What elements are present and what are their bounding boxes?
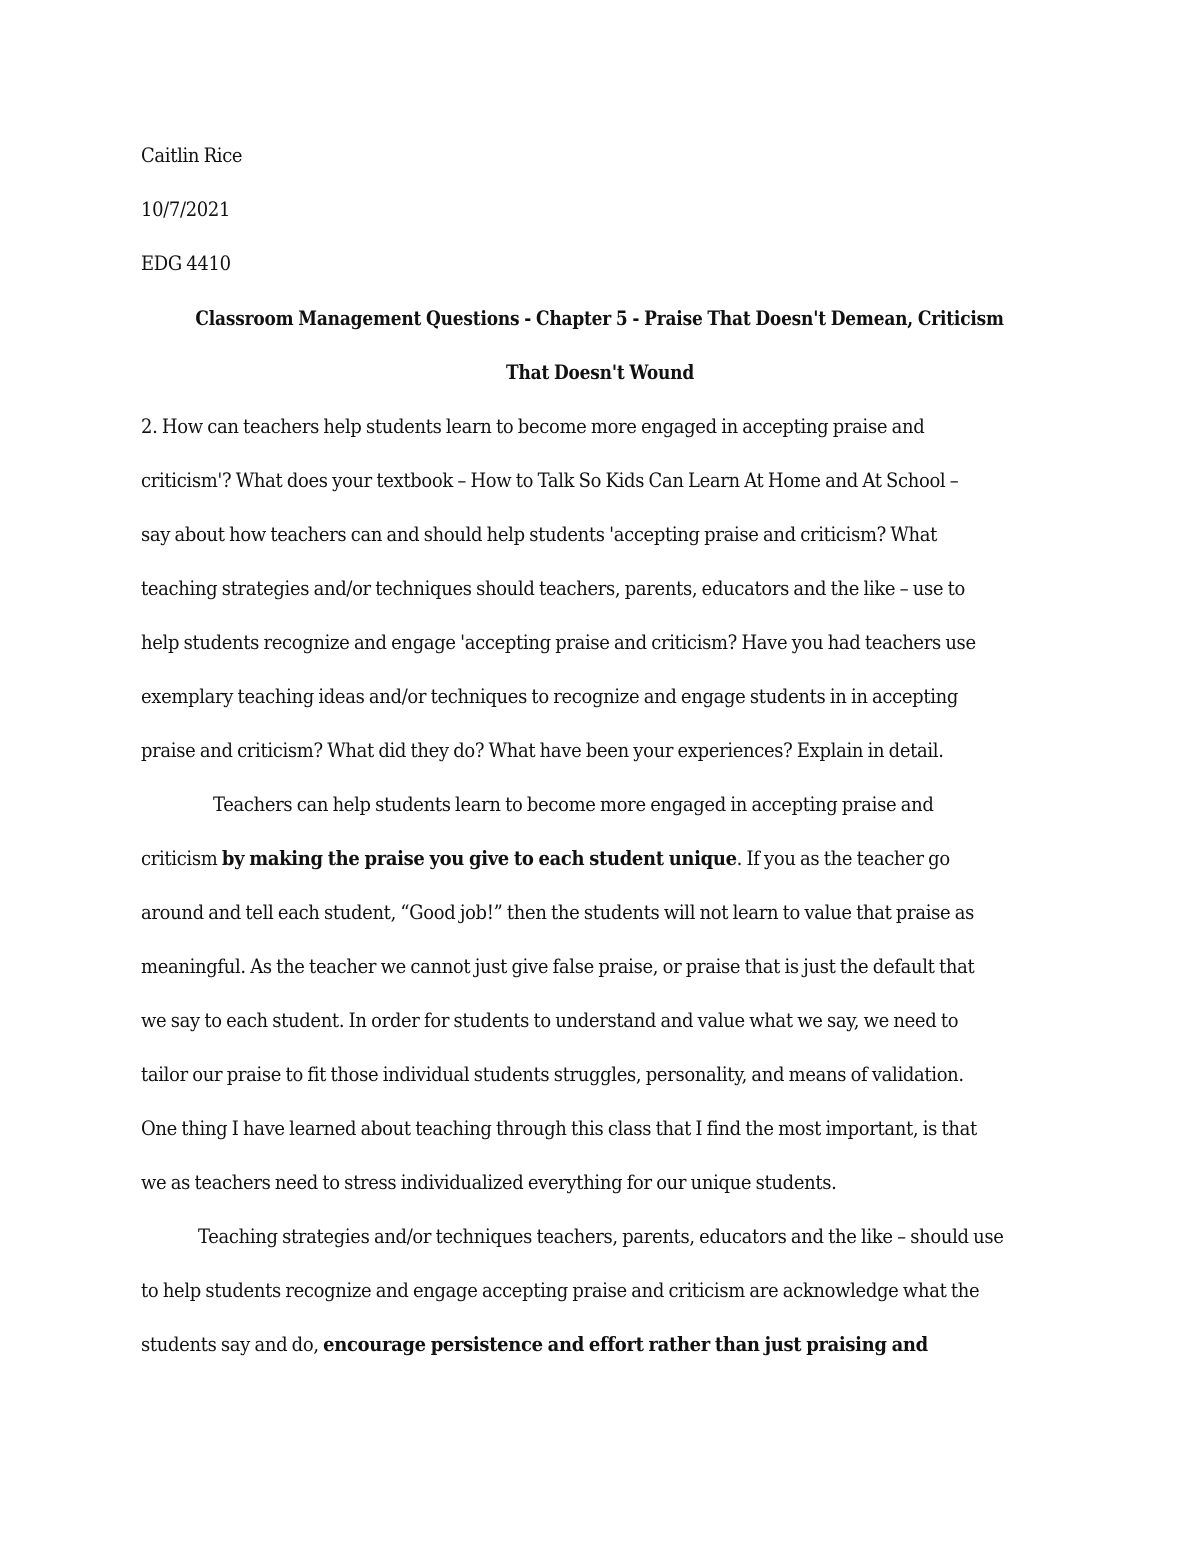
question-line: criticism'? What does your textbook – How to Talk So Kids Can Learn At Home and At School – [141,469,959,492]
answer-paragraph-2-line [141,1335,928,1355]
answer-paragraph-2-line: to help students recognize and engage accepting praise and criticism are acknowledge what the [141,1279,980,1302]
question-line: exemplary teaching ideas and/or techniques to recognize and engage students in in accepting [141,685,959,708]
answer-emphasis: by making the praise you give to each student unique [221,847,737,870]
answer-paragraph-1-first-line: Teachers can help students learn to become more engaged in accepting praise and [213,793,934,816]
answer-paragraph-1-line: tailor our praise to fit those individual students struggles, personality, and means of validation. [141,1063,964,1086]
answer-text: students say and do, [141,1333,324,1356]
answer-emphasis: encourage persistence and effort rather than just praising and [323,1333,928,1356]
question-line: help students recognize and engage 'accepting praise and criticism? Have you had teachers use [141,631,976,654]
author-name: Caitlin Rice [141,144,243,167]
answer-paragraph-1-line: we say to each student. In order for students to understand and value what we say, we need to [141,1009,959,1032]
answer-paragraph-1-line: around and tell each student, “Good job!” then the students will not learn to value that praise as [141,901,975,924]
question-line: say about how teachers can and should help students 'accepting praise and criticism? What [141,523,938,546]
course-code: EDG 4410 [141,252,231,275]
question-line: teaching strategies and/or techniques should teachers, parents, educators and the like – use to [141,577,966,600]
question-line: 2. How can teachers help students learn to become more engaged in accepting praise and [141,415,925,438]
document-title-line-1: Classroom Management Questions - Chapter 5 - Praise That Doesn't Demean, Criticism [195,307,1005,330]
document-title-line-2: That Doesn't Wound [505,361,694,384]
answer-text: . If you as the teacher go [736,847,950,870]
answer-paragraph-1-line: One thing I have learned about teaching through this class that I find the most important, is that [141,1117,977,1140]
answer-paragraph-1-line: meaningful. As the teacher we cannot just give false praise, or praise that is just the default that [141,955,975,978]
answer-paragraph-1-line [141,849,950,869]
question-line: praise and criticism? What did they do? What have been your experiences? Explain in detail. [141,739,944,762]
answer-paragraph-1-line: we as teachers need to stress individualized everything for our unique students. [141,1171,837,1194]
answer-paragraph-2-first-line: Teaching strategies and/or techniques teachers, parents, educators and the like – should use [198,1225,1004,1248]
date: 10/7/2021 [141,198,231,221]
answer-text: criticism [141,847,222,870]
